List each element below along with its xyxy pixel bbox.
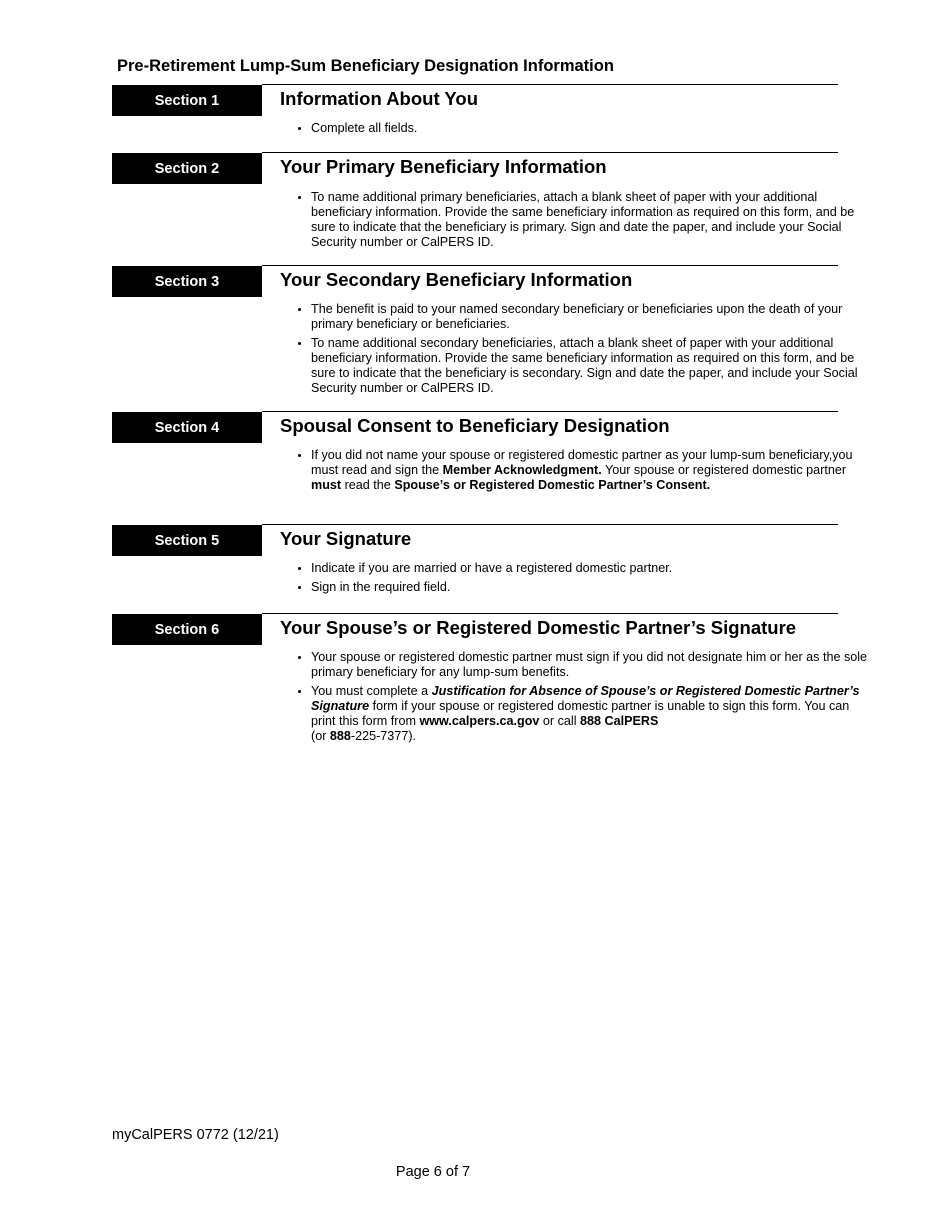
- section-heading: Your Spouse’s or Registered Domestic Partner’s Signature: [280, 617, 797, 638]
- section-divider: [262, 613, 838, 614]
- text-run: If you did not name your spouse or registered domestic partner as your lump-sum beneficiary,you must read and sign the: [311, 448, 853, 477]
- section-heading: Spousal Consent to Beneficiary Designation: [280, 415, 670, 436]
- member-acknowledgment-ref: Member Acknowledgment.: [442, 463, 602, 477]
- text-run: read the: [341, 478, 395, 492]
- bullet-item: • Your spouse or registered domestic partner must sign if you did not designate him or her as the sole primary beneficiary for any lump-sum benefits.: [311, 650, 871, 680]
- bullet-list: [280, 121, 871, 140]
- justification-form-ref: Justification for Absence of Spouse’s or Registered Domestic Partner’s Signature: [311, 684, 860, 713]
- bullet-list: [280, 650, 871, 748]
- section-label: Section 5: [112, 525, 262, 556]
- bullet-item: • To name additional secondary beneficiaries, attach a blank sheet of paper with your additional beneficiary information. Provide the same beneficiary information as required on this form, and be sure to indicate that the beneficiary is secondary. Sign and date the paper, and include your Social Security number or CalPERS ID.: [311, 336, 871, 396]
- spouse-consent-ref: Spouse’s or Registered Domestic Partner’s Consent.: [394, 478, 711, 492]
- section-6: [112, 613, 868, 748]
- section-label: Section 4: [112, 412, 262, 443]
- section-3: [112, 265, 858, 400]
- section-heading: Information About You: [280, 88, 478, 109]
- text-run: or call: [539, 714, 580, 728]
- calpers-website: www.calpers.ca.gov: [419, 714, 540, 728]
- section-divider: [262, 265, 838, 266]
- text-run: (or: [311, 729, 330, 743]
- section-heading: Your Secondary Beneficiary Information: [280, 269, 633, 290]
- bullet-list: [280, 448, 871, 497]
- bullet-item: • The benefit is paid to your named secondary beneficiary or beneficiaries upon the death of your primary beneficiary or beneficiaries.: [311, 302, 871, 332]
- bullet-item: [311, 448, 871, 493]
- section-label: Section 6: [112, 614, 262, 645]
- bullet-item: • To name additional primary beneficiaries, attach a blank sheet of paper with your additional beneficiary information. Provide the same beneficiary information as required on this form, and be sure to indicate that the beneficiary is primary. Sign and date the paper, and include your Social Security number or CalPERS ID.: [311, 190, 871, 250]
- calpers-phone: 888 CalPERS: [580, 714, 659, 728]
- text-run: You must complete a: [311, 684, 432, 698]
- section-divider: [262, 152, 838, 153]
- section-5: [112, 524, 838, 600]
- section-divider: [262, 411, 838, 412]
- section-label: Section 1: [112, 85, 262, 116]
- text-run: form if your spouse or registered domestic partner is unable to sign this form. You can print this form from: [311, 699, 850, 728]
- bullet-item: • Sign in the required field.: [311, 580, 871, 595]
- section-label: Section 2: [112, 153, 262, 184]
- section-divider: [262, 84, 838, 85]
- text-run: Your spouse or registered domestic partner: [601, 463, 847, 477]
- section-label: Section 3: [112, 266, 262, 297]
- bullet-list: [280, 302, 871, 400]
- form-code: myCalPERS 0772 (12/21): [112, 1127, 279, 1143]
- bullet-item: [311, 684, 871, 744]
- section-1: [112, 84, 838, 140]
- page-number: Page 6 of 7: [395, 1164, 471, 1180]
- section-4: [112, 411, 853, 511]
- section-divider: [262, 524, 838, 525]
- bullet-item: • Complete all fields.: [311, 121, 871, 136]
- text-run: -225-7377).: [350, 729, 417, 743]
- bullet-list: [280, 190, 871, 254]
- page-title: Pre-Retirement Lump-Sum Beneficiary Designation Information: [117, 57, 614, 75]
- section-heading: Your Primary Beneficiary Information: [280, 156, 607, 177]
- bullet-item: • Indicate if you are married or have a registered domestic partner.: [311, 561, 871, 576]
- section-heading: Your Signature: [280, 528, 412, 549]
- section-2: [112, 152, 855, 252]
- emphasis-must: must: [311, 478, 342, 492]
- bullet-list: [280, 561, 871, 599]
- phone-prefix: 888: [329, 729, 351, 743]
